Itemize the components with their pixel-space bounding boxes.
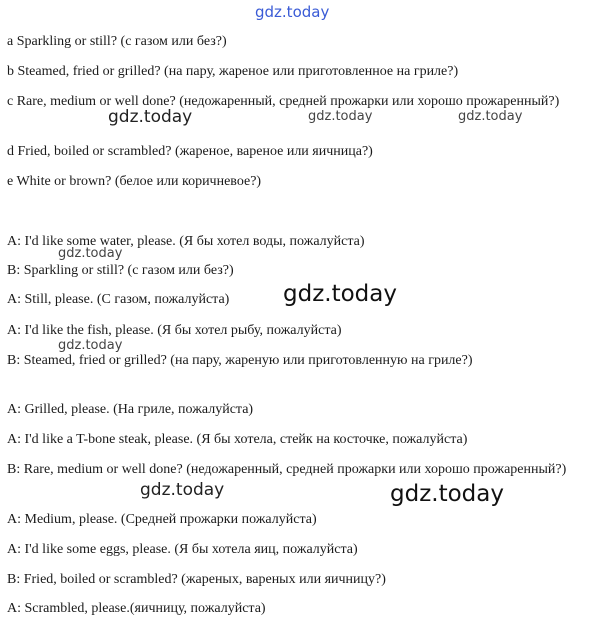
dialogue-line-8: B: Rare, medium or well done? (недожаренный, средней прожарки или хорошо прожаренный?) — [7, 462, 567, 477]
dialogue-line-10: A: I'd like some eggs, please. (Я бы хотела яиц, пожалуйста) — [7, 542, 358, 557]
option-c: c Rare, medium or well done? (недожаренный, средней прожарки или хорошо прожаренный?) — [7, 94, 560, 109]
dialogue-line-5: B: Steamed, fried or grilled? (на пару, жареную или приготовленную на гриле?) — [7, 353, 473, 368]
option-b: b Steamed, fried or grilled? (на пару, жареное или приготовленное на гриле?) — [7, 64, 459, 79]
watermark-dialogue-2: gdz.today — [283, 281, 397, 307]
dialogue-line-7: A: I'd like a T-bone steak, please. (Я бы хотела, стейк на косточке, пожалуйста) — [7, 432, 468, 447]
dialogue-line-1: A: I'd like some water, please. (Я бы хотел воды, пожалуйста) — [7, 234, 365, 249]
watermark-dialogue-3: gdz.today — [58, 338, 123, 353]
watermark-option-c-3: gdz.today — [458, 109, 523, 124]
option-a: a Sparkling or still? (с газом или без?) — [7, 34, 227, 49]
option-e: e White or brown? (белое или коричневое?) — [7, 174, 262, 189]
watermark-dialogue-5: gdz.today — [390, 481, 504, 507]
watermark-option-c-1: gdz.today — [108, 107, 193, 127]
dialogue-line-3: A: Still, please. (С газом, пожалуйста) — [7, 292, 230, 307]
watermark-dialogue-4: gdz.today — [140, 480, 225, 500]
dialogue-line-9: A: Medium, please. (Средней прожарки пожалуйста) — [7, 512, 317, 527]
watermark-top: gdz.today — [255, 3, 330, 21]
dialogue-line-6: A: Grilled, please. (На гриле, пожалуйста) — [7, 402, 254, 417]
dialogue-line-11: B: Fried, boiled or scrambled? (жареных, вареных или яичницу?) — [7, 572, 386, 587]
option-d: d Fried, boiled or scrambled? (жареное, вареное или яичница?) — [7, 144, 373, 159]
dialogue-line-4: A: I'd like the fish, please. (Я бы хотел рыбу, пожалуйста) — [7, 323, 342, 338]
dialogue-line-2: B: Sparkling or still? (с газом или без?) — [7, 263, 234, 278]
watermark-option-c-2: gdz.today — [308, 109, 373, 124]
watermark-dialogue-1: gdz.today — [58, 246, 123, 261]
dialogue-line-12: A: Scrambled, please.(яичницу, пожалуйста) — [7, 601, 266, 616]
